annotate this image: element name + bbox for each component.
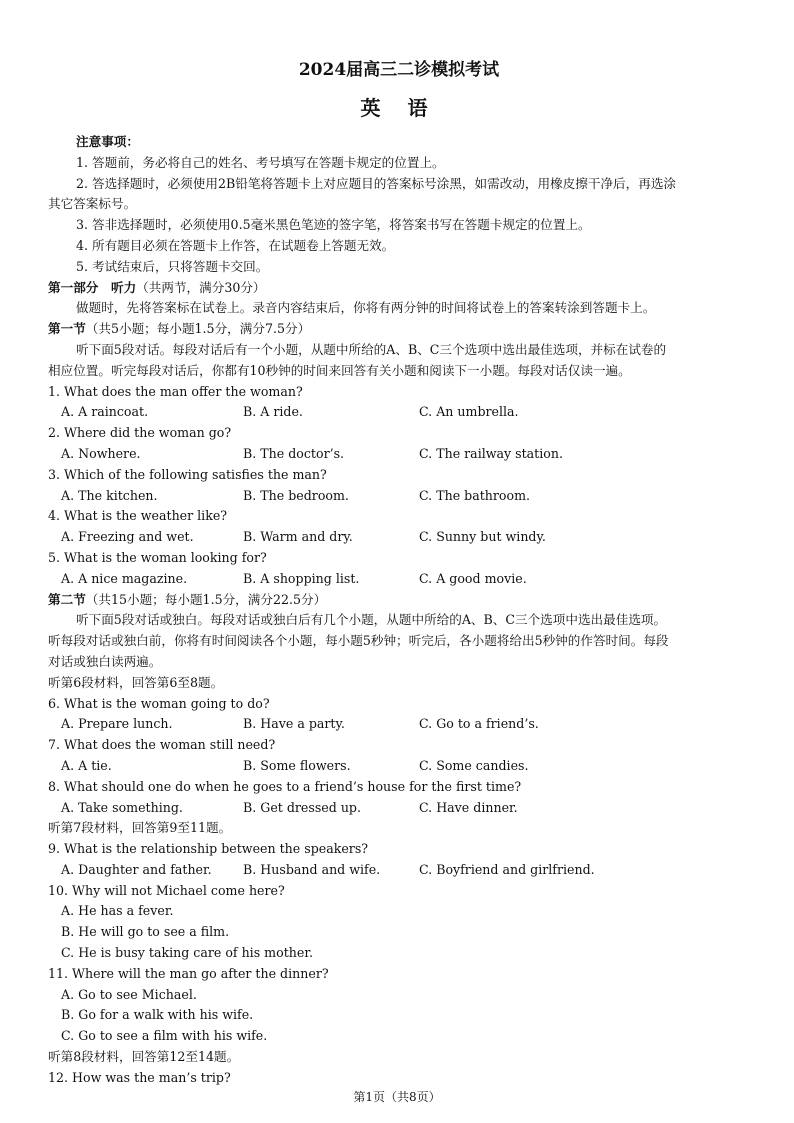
option-a: A. Take something. [61, 799, 183, 815]
section2-instruction-1: 听下面5段对话或独白。每段对话或独白后有几个小题，从题中所给的A、B、C三个选项中选出最佳选项。 [76, 612, 667, 628]
question-9: 9. What is the relationship between the speakers? [48, 841, 369, 857]
question-9-options [48, 860, 750, 881]
option-c: C. Some candies. [419, 757, 529, 773]
option-b: B. Have a party. [243, 716, 345, 732]
option-b: B. A ride. [243, 404, 303, 420]
option-c: C. He is busy taking care of his mother. [61, 945, 313, 961]
question-11: 11. Where will the man go after the dinner? [48, 965, 329, 981]
exam-page [48, 58, 750, 1089]
section2-heading [48, 590, 750, 611]
notice-heading: 注意事项： [76, 134, 139, 149]
option-b: B. Warm and dry. [243, 529, 353, 545]
question-8-options [48, 798, 750, 819]
option-c: C. The railway station. [419, 445, 563, 461]
exam-title: 2024届高三二诊模拟考试 [298, 60, 500, 80]
notice-item-5: 5. 考试结束后，只将答题卡交回。 [76, 258, 269, 274]
notice-item-2-cont: 其它答案标号。 [48, 196, 137, 212]
option-b: B. A shopping list. [243, 570, 360, 586]
part1-note: （共两节，满分30分） [136, 279, 266, 295]
option-c: C. Have dinner. [419, 799, 518, 815]
question-6: 6. What is the woman going to do? [48, 695, 270, 711]
question-6-options [48, 714, 750, 735]
part1-instruction: 做题时，先将答案标在试卷上。录音内容结束后，你将有两分钟的时间将试卷上的答案转涂到答题卡上。 [76, 300, 656, 316]
notice-item-4: 4. 所有题目必须在答题卡上作答，在试题卷上答题无效。 [76, 237, 395, 253]
section1-note: （共5小题；每小题1.5分，满分7.5分） [85, 321, 311, 337]
option-a: A. Daughter and father. [61, 861, 212, 877]
option-b: B. He will go to see a film. [61, 924, 230, 940]
option-a: A. Nowhere. [61, 445, 141, 461]
question-12: 12. How was the man’s trip? [48, 1069, 231, 1085]
option-c: C. Go to see a film with his wife. [61, 1028, 268, 1044]
notice-item-3: 3. 答非选择题时，必须使用0.5毫米黑色笔迹的签字笔，将答案书写在答题卡规定的位置上。 [76, 217, 591, 233]
option-a: A. A nice magazine. [61, 570, 188, 586]
section1-instruction-2: 相应位置。听完每段对话后，你都有10秒钟的时间来回答有关小题和阅读下一小题。每段对话仅读一遍。 [48, 362, 631, 378]
option-b: B. Go for a walk with his wife. [61, 1007, 254, 1023]
material-7-note: 听第7段材料，回答第9至11题。 [48, 820, 232, 836]
notice-item-1: 1. 答题前，务必将自己的姓名、考号填写在答题卡规定的位置上。 [76, 154, 445, 170]
option-a: A. He has a fever. [61, 903, 174, 919]
material-6-note: 听第6段材料，回答第6至8题。 [48, 674, 224, 690]
option-c: C. Sunny but windy. [419, 529, 546, 545]
option-b: B. Get dressed up. [243, 799, 361, 815]
question-1: 1. What does the man offer the woman? [48, 383, 303, 399]
section2-instruction-2: 听每段对话或独白前，你将有时间阅读各个小题，每小题5秒钟；听完后，各小题将给出5秒钟的作答时间。每段 [48, 633, 669, 649]
question-7: 7. What does the woman still need? [48, 737, 276, 753]
notice-item-2: 2. 答选择题时，必须使用2B铅笔将答题卡上对应题目的答案标号涂黑，如需改动，用橡皮擦干净后，再选涂 [76, 175, 677, 191]
option-b: B. The doctor’s. [243, 445, 345, 461]
question-7-options [48, 756, 750, 777]
option-b: B. Husband and wife. [243, 861, 381, 877]
option-c: C. Boyfriend and girlfriend. [419, 861, 595, 877]
section1-heading [48, 319, 750, 340]
option-c: C. A good movie. [419, 570, 527, 586]
section1-instruction-1: 听下面5段对话。每段对话后有一个小题，从题中所给的A、B、C三个选项中选出最佳选项，并标在试卷的 [76, 341, 667, 357]
material-8-note: 听第8段材料，回答第12至14题。 [48, 1049, 240, 1065]
question-3: 3. Which of the following satisfies the man? [48, 466, 327, 482]
option-c: C. Go to a friend’s. [419, 716, 539, 732]
question-2-options [48, 444, 750, 465]
option-b: B. Some flowers. [243, 757, 351, 773]
section2-instruction-3: 对话或独白读两遍。 [48, 653, 162, 669]
option-c: C. An umbrella. [419, 404, 519, 420]
option-a: A. Freezing and wet. [61, 529, 194, 545]
part1-title: 第一部分 听力 [48, 279, 137, 295]
option-a: A. A raincoat. [61, 404, 149, 420]
page-footer: 第1页（共8页） [353, 1090, 441, 1104]
question-5: 5. What is the woman looking for? [48, 549, 267, 565]
question-3-options [48, 486, 750, 507]
section1-title: 第一节 [48, 321, 86, 337]
option-a: A. A tie. [61, 757, 112, 773]
part1-heading [48, 278, 750, 299]
question-8: 8. What should one do when he goes to a friend’s house for the first time? [48, 778, 522, 794]
question-1-options [48, 402, 750, 423]
option-a: A. Prepare lunch. [61, 716, 173, 732]
option-a: A. Go to see Michael. [61, 986, 197, 1002]
option-b: B. The bedroom. [243, 487, 349, 503]
question-5-options [48, 569, 750, 590]
option-a: A. The kitchen. [61, 487, 158, 503]
question-4-options [48, 527, 750, 548]
subject-title: 英 语 [360, 96, 438, 120]
option-c: C. The bathroom. [419, 487, 531, 503]
section2-title: 第二节 [48, 591, 86, 607]
section2-note: （共15小题；每小题1.5分，满分22.5分） [85, 591, 327, 607]
question-2: 2. Where did the woman go? [48, 425, 232, 441]
question-10: 10. Why will not Michael come here? [48, 882, 285, 898]
question-4: 4. What is the weather like? [48, 508, 228, 524]
